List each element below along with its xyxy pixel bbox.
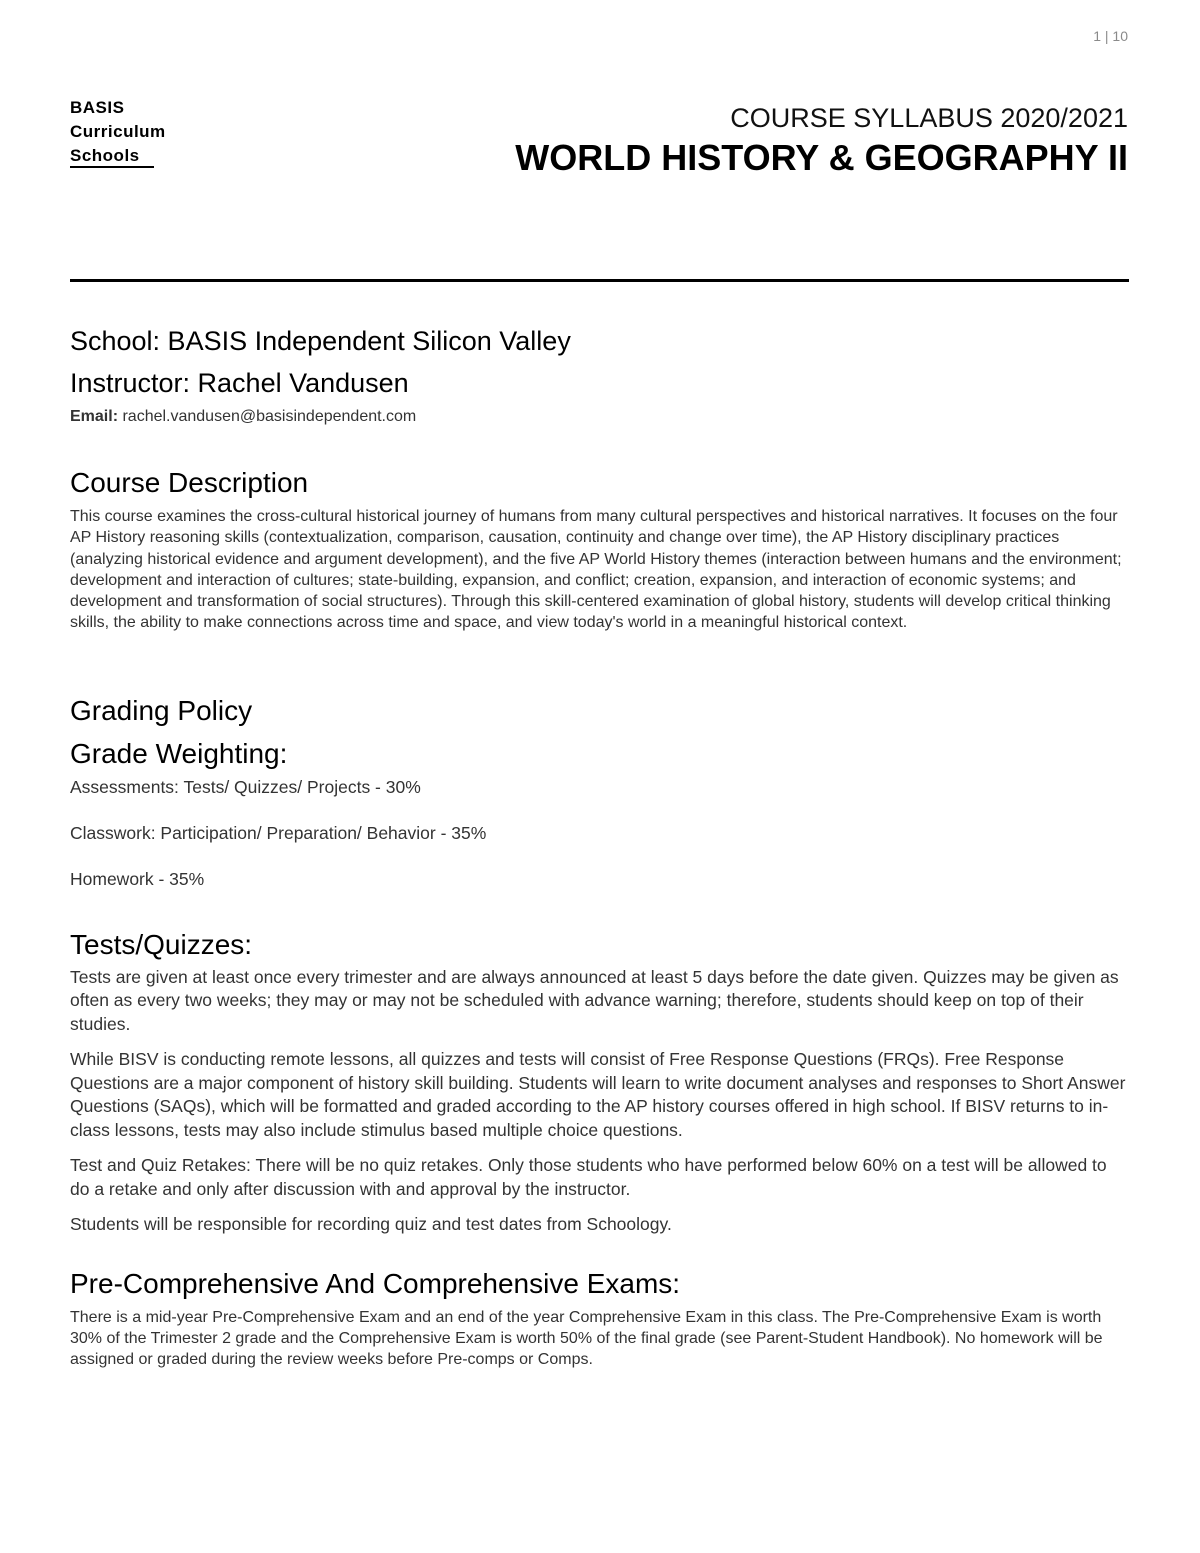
basis-logo xyxy=(70,96,166,168)
logo-line-1: BASIS xyxy=(70,98,125,117)
exams-heading: Pre-Comprehensive And Comprehensive Exams: xyxy=(70,1267,681,1299)
syllabus-content xyxy=(70,320,1130,1371)
title-block xyxy=(515,102,1128,180)
exams-text: There is a mid-year Pre-Comprehensive Exam and an end of the year Comprehensive Exam in this class. The Pre-Comprehensive Exam is worth 30% of the Trimester 2 grade and the Comprehensive Exam is worth 50% of the final grade (see Parent-Student Handbook). No homework will be assigned or graded during the review weeks before Pre-comps or Comps. xyxy=(70,1308,1103,1369)
instructor-line: Instructor: Rachel Vandusen xyxy=(70,368,409,398)
weighting-homework: Homework - 35% xyxy=(70,868,205,889)
course-description-text: This course examines the cross-cultural historical journey of humans from many cultural perspectives and historical narratives. It focuses on the four AP History reasoning skills (contextualization, comparison, causation, continuity and change over time), the AP History disciplinary practices (analyzing historical evidence and argument development), and the five AP World History themes (interaction between humans and the environment; development and interaction of cultures; state-building, expansion, and conflict; creation, expansion, and interaction of economic systems; and development and transformation of social structures). Through this skill-centered examination of global history, students will develop critical thinking skills, the ability to make connections across time and space, and view today's world in a meaningful historical context. xyxy=(70,508,1122,632)
course-description-heading: Course Description xyxy=(70,467,309,498)
grading-policy-heading: Grading Policy xyxy=(70,694,253,726)
course-syllabus-heading: COURSE SYLLABUS 2020/2021 xyxy=(730,103,1128,133)
grade-weighting-heading: Grade Weighting: xyxy=(70,737,288,769)
header-divider xyxy=(70,279,1129,282)
retakes-paragraph: Test and Quiz Retakes: There will be no quiz retakes. Only those students who have performed below 60% on a test will be allowed to do a retake and only after discussion with and approval by the instructor. xyxy=(70,1155,1107,1199)
weighting-classwork: Classwork: Participation/ Preparation/ Behavior - 35% xyxy=(70,822,487,843)
school-line: School: BASIS Independent Silicon Valley xyxy=(70,326,571,356)
email-value: rachel.vandusen@basisindependent.com xyxy=(118,408,417,425)
schoology-paragraph: Students will be responsible for recording quiz and test dates from Schoology. xyxy=(70,1214,672,1235)
tests-quizzes-heading: Tests/Quizzes: xyxy=(70,928,253,960)
logo-line-2: Curriculum xyxy=(70,122,166,141)
page-number: 1 | 10 xyxy=(1093,28,1128,44)
email-label: Email: xyxy=(70,408,119,425)
remote-lessons-paragraph: While BISV is conducting remote lessons, all quizzes and tests will consist of Free Response Questions (FRQs). Free Response Questions are a major component of history skill building. Students will learn to write document analyses and responses to Short Answer Questions (SAQs), which will be formatted and graded according to the AP history courses offered in high school. If BISV returns to in-class lessons, tests may also include stimulus based multiple choice questions. xyxy=(70,1049,1126,1140)
tests-paragraph: Tests are given at least once every trimester and are always announced at least 5 days before the date given. Quizzes may be given as often as every two weeks; they may or may not be scheduled with advance warning; therefore, students should keep on top of their studies. xyxy=(70,966,1119,1034)
email-line xyxy=(70,406,1130,428)
weighting-assessments: Assessments: Tests/ Quizzes/ Projects - 30% xyxy=(70,776,421,797)
course-title: WORLD HISTORY & GEOGRAPHY II xyxy=(515,137,1128,178)
logo-line-3: Schools xyxy=(70,146,140,165)
